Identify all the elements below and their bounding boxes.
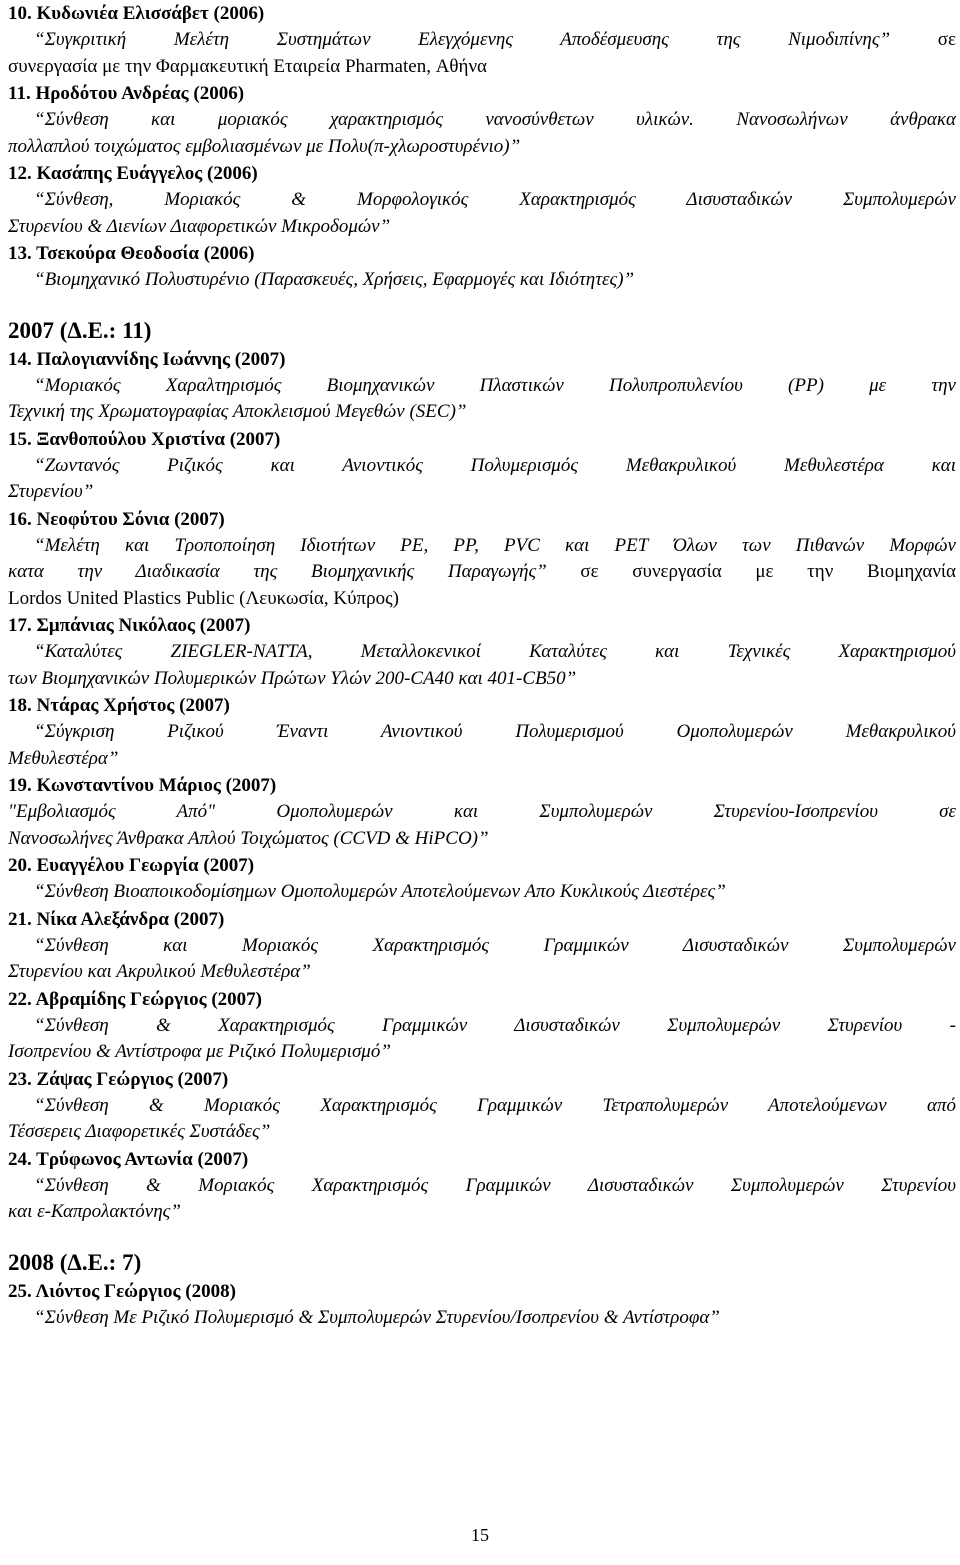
entries-2008	[8, 1278, 956, 1332]
thesis-entry	[8, 1146, 956, 1226]
thesis-entry	[8, 80, 956, 160]
year-heading-2007: 2007 (Δ.Ε.: 11)	[8, 317, 152, 343]
entry-title-line: “Σύνθεση Με Ριζικό Πολυμερισμό & Συμπολυμερών Στυρενίου/Ισοπρενίου & Αντίστροφα”	[34, 1306, 720, 1328]
thesis-entry	[8, 772, 956, 852]
entry-title-line: “Σύνθεση και Μοριακός Χαρακτηρισμός Γραμμικών Δισυσταδικών Συμπολυμερών	[34, 934, 956, 956]
thesis-entry	[8, 612, 956, 692]
entry-author: 25. Λιόντος Γεώργιος (2008)	[8, 1280, 236, 1302]
entry-author: 23. Ζάψας Γεώργιος (2007)	[8, 1068, 229, 1090]
entries-2007	[8, 346, 956, 1226]
entry-title-line: κατα την Διαδικασία της Βιομηχανικής Παραγωγής” σε συνεργασία με την Βιομηχανία	[8, 561, 956, 582]
entry-title	[8, 719, 956, 772]
thesis-entry	[8, 160, 956, 240]
entry-title	[8, 267, 956, 294]
entry-author: 18. Ντάρας Χρήστος (2007)	[8, 695, 230, 716]
thesis-entry	[8, 0, 956, 80]
entry-title	[8, 533, 956, 613]
entry-title	[8, 27, 956, 80]
entry-author: 24. Τρύφωνος Αντωνία (2007)	[8, 1148, 249, 1170]
entry-title-line: Στυρενίου και Ακρυλικού Μεθυλεστέρα”	[8, 961, 311, 982]
entry-title	[8, 799, 956, 852]
entry-title-line: Νανοσωλήνες Άνθρακα Απλού Τοιχώματος (CCVD & HiPCO)”	[8, 827, 489, 849]
entry-author: 11. Ηροδότου Ανδρέας (2006)	[8, 83, 245, 104]
entry-title-line: “Σύνθεση Βιοαποικοδομίσημων Ομοπολυμερών Αποτελούμενων Απο Κυκλικούς Διεστέρες”	[34, 881, 726, 902]
entry-author: 21. Νίκα Αλεξάνδρα (2007)	[8, 908, 225, 930]
entry-author: 16. Νεοφύτου Σόνια (2007)	[8, 508, 225, 530]
entry-title-line: “Μοριακός Χαραλτηρισμός Βιομηχανικών Πλαστικών Πολυπροπυλενίου (PP) με την	[34, 374, 956, 396]
entry-title-line: “Σύγκριση Ριζικού Έναντι Ανιοντικού Πολυμερισμού Ομοπολυμερών Μεθακρυλικού	[34, 721, 956, 742]
entry-title-line: “Σύνθεση & Μοριακός Χαρακτηρισμός Γραμμικών Δισυσταδικών Συμπολυμερών Στυρενίου	[34, 1174, 956, 1196]
thesis-entry	[8, 240, 956, 294]
thesis-entry	[8, 1278, 956, 1332]
entry-title-line: “Συγκριτική Μελέτη Συστημάτων Ελεγχόμενης Αποδέσμευσης της Νιμοδιπίνης” σε	[34, 29, 956, 50]
thesis-entry	[8, 346, 956, 426]
entry-title-line: “Ζωντανός Ριζικός και Ανιοντικός Πολυμερισμός Μεθακρυλικού Μεθυλεστέρα και	[34, 454, 956, 476]
thesis-entry	[8, 986, 956, 1066]
entry-title	[8, 1013, 956, 1066]
entry-title	[8, 373, 956, 426]
document-page	[8, 0, 956, 1331]
entry-title-line: “Σύνθεση, Μοριακός & Μορφολογικός Χαρακτηρισμός Δισυσταδικών Συμπολυμερών	[34, 189, 956, 210]
entry-title	[8, 187, 956, 240]
entry-author: 12. Κασάπης Ευάγγελος (2006)	[8, 163, 258, 184]
thesis-entry	[8, 852, 956, 906]
entry-title-line: “Σύνθεση & Μοριακός Χαρακτηρισμός Γραμμικών Τετραπολυμερών Αποτελούμενων από	[34, 1094, 956, 1116]
entry-author: 15. Ξανθοπούλου Χριστίνα (2007)	[8, 428, 281, 450]
entry-title-line: “Σύνθεση και μοριακός χαρακτηρισμός νανοσύνθετων υλικών. Νανοσωλήνων άνθρακα	[34, 109, 956, 130]
entries-2006	[8, 0, 956, 294]
entry-title-line: πολλαπλού τοιχώματος εμβολιασμένων με Πολυ(π-χλωροστυρένιο)”	[8, 135, 521, 157]
page-number: 15	[471, 1525, 489, 1545]
entry-author: 14. Παλογιαννίδης Ιωάννης (2007)	[8, 348, 286, 370]
entry-title-line: Τέσσερεις Διαφορετικές Συστάδες”	[8, 1121, 271, 1142]
entry-title-line: “Καταλύτες ZIEGLER-NATTA, Μεταλλοκενικοί Καταλύτες και Τεχνικές Χαρακτηρισμού	[34, 641, 956, 662]
entry-title	[8, 453, 956, 506]
entry-author: 20. Ευαγγέλου Γεωργία (2007)	[8, 855, 255, 876]
entry-title-line: “Μελέτη και Τροποποίηση Ιδιοτήτων PE, PP, PVC και PET Όλων των Πιθανών Μορφών	[34, 534, 956, 556]
year-heading-2008: 2008 (Δ.Ε.: 7)	[8, 1249, 142, 1275]
entry-title-line: Lordos United Plastics Public (Λευκωσία, Κύπρος)	[8, 587, 399, 609]
entry-author: 13. Τσεκούρα Θεοδοσία (2006)	[8, 243, 255, 264]
entry-title-line: Στυρενίου”	[8, 481, 94, 502]
entry-title	[8, 933, 956, 986]
entry-title-line: και ε-Καπρολακτόνης”	[8, 1201, 181, 1222]
entry-title	[8, 1093, 956, 1146]
entry-author: 10. Κυδωνιέα Ελισσάβετ (2006)	[8, 3, 265, 24]
thesis-entry	[8, 1066, 956, 1146]
entry-title	[8, 107, 956, 160]
entry-title	[8, 639, 956, 692]
entry-title-line: των Βιομηχανικών Πολυμερικών Πρώτων Υλών 200-CA40 και 401-CB50”	[8, 667, 577, 689]
entry-title-line: Ισοπρενίου & Αντίστροφα με Ριζικό Πολυμερισμό”	[8, 1041, 391, 1062]
entry-title-line: συνεργασία με την Φαρμακευτική Εταιρεία Pharmaten, Αθήνα	[8, 55, 488, 77]
entry-title	[8, 1173, 956, 1226]
thesis-entry	[8, 506, 956, 613]
entry-author: 19. Κωνσταντίνου Μάριος (2007)	[8, 775, 277, 796]
thesis-entry	[8, 426, 956, 506]
entry-title	[8, 1305, 956, 1332]
entry-title-line: "Εμβολιασμός Από" Ομοπολυμερών και Συμπολυμερών Στυρενίου-Ισοπρενίου σε	[8, 801, 956, 822]
entry-title	[8, 879, 956, 906]
thesis-entry	[8, 692, 956, 772]
entry-author: 22. Αβραμίδης Γεώργιος (2007)	[8, 988, 262, 1010]
thesis-entry	[8, 906, 956, 986]
entry-title-line: Τεχνική της Χρωματογραφίας Αποκλεισμού Μεγεθών (SEC)”	[8, 401, 467, 422]
entry-author: 17. Σμπάνιας Νικόλαος (2007)	[8, 615, 251, 636]
entry-title-line: “Σύνθεση & Χαρακτηρισμός Γραμμικών Δισυσταδικών Συμπολυμερών Στυρενίου -	[34, 1014, 956, 1036]
entry-title-line: Μεθυλεστέρα”	[8, 747, 119, 769]
entry-title-line: Στυρενίου & Διενίων Διαφορετικών Μικροδομών”	[8, 215, 391, 237]
entry-title-line: “Βιομηχανικό Πολυστυρένιο (Παρασκευές, Χρήσεις, Εφαρμογές και Ιδιότητες)”	[34, 269, 635, 290]
